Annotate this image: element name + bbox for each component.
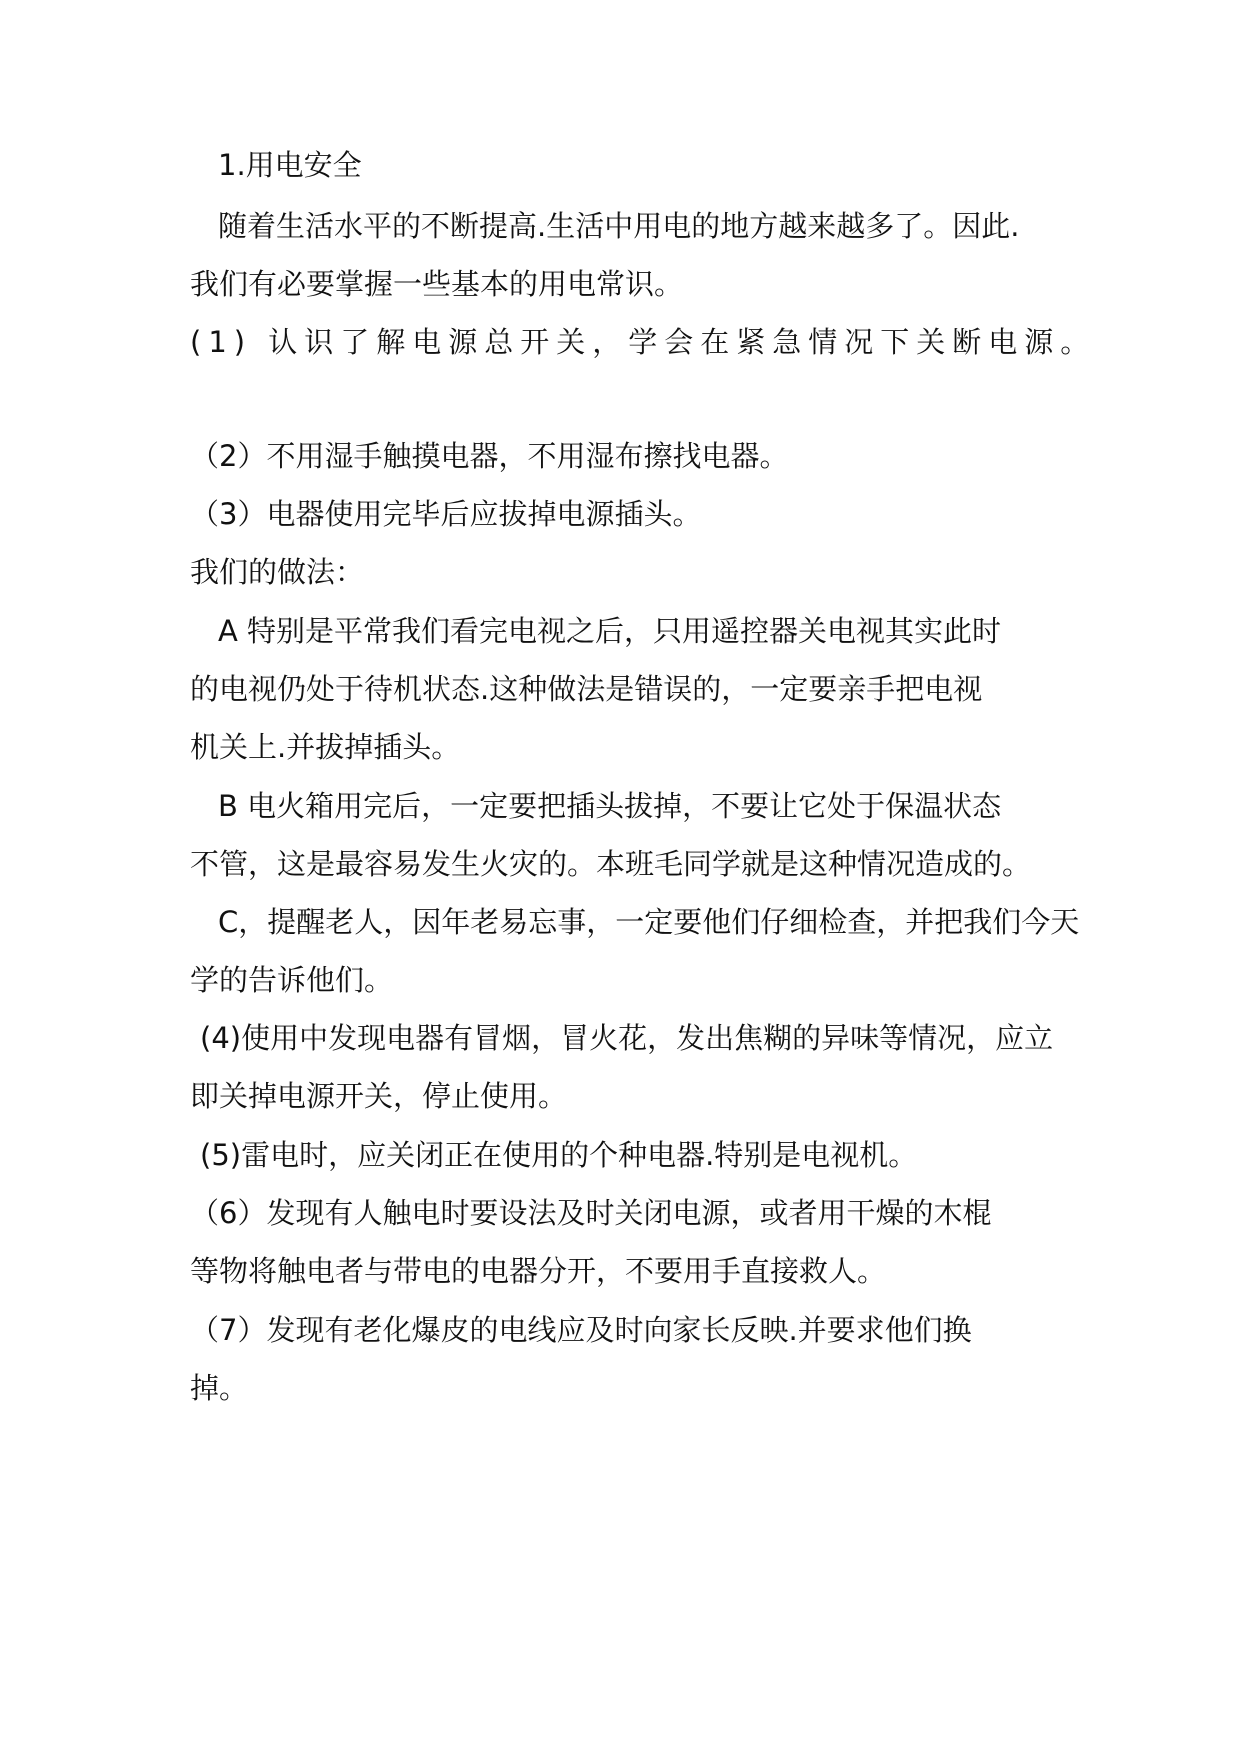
practice-c-line-2: 学的告诉他们。 [190,963,394,997]
rule-5: (5)雷电时，应关闭正在使用的个种电器.特别是电视机。 [200,1138,918,1172]
rule-7-line-1: （7）发现有老化爆皮的电线应及时向家长反映.并要求他们换 [190,1313,972,1347]
practice-b-line-2: 不管，这是最容易发生火灾的。本班毛同学就是这种情况造成的。 [190,847,1032,881]
practice-c-line-1: C，提醒老人，因年老易忘事，一定要他们仔细检查，并把我们今天 [218,905,1080,939]
practice-a-line-3: 机关上.并拔掉插头。 [190,730,461,764]
rule-6-line-1: （6）发现有人触电时要设法及时关闭电源，或者用干燥的木棍 [190,1196,992,1230]
rule-7-line-2: 掉。 [190,1371,249,1405]
rule-6-line-2: 等物将触电者与带电的电器分开，不要用手直接救人。 [190,1254,887,1288]
intro-line-1: 随着生活水平的不断提高.生活中用电的地方越来越多了。因此. [218,209,1020,243]
rule-2: （2）不用湿手触摸电器，不用湿布擦找电器。 [190,439,789,473]
rule-1: (1) 认识了解电源总开关，学会在紧急情况下关断电源。 [190,325,1097,359]
intro-line-2: 我们有必要掌握一些基本的用电常识。 [190,267,684,301]
rule-4-line-2: 即关掉电源开关，停止使用。 [190,1079,568,1113]
practice-a-line-1: A 特别是平常我们看完电视之后，只用遥控器关电视其实此时 [218,614,1002,648]
practices-heading: 我们的做法： [190,555,365,589]
practice-b-line-1: B 电火箱用完后，一定要把插头拔掉，不要让它处于保温状态 [218,789,1002,823]
rule-3: （3）电器使用完毕后应拔掉电源插头。 [190,497,702,531]
rule-4-line-1: (4)使用中发现电器有冒烟，冒火花，发出焦糊的异味等情况，应立 [200,1021,1054,1055]
practice-a-line-2: 的电视仍处于待机状态.这种做法是错误的，一定要亲手把电视 [190,672,983,706]
section-heading: 1.用电安全 [218,148,362,182]
